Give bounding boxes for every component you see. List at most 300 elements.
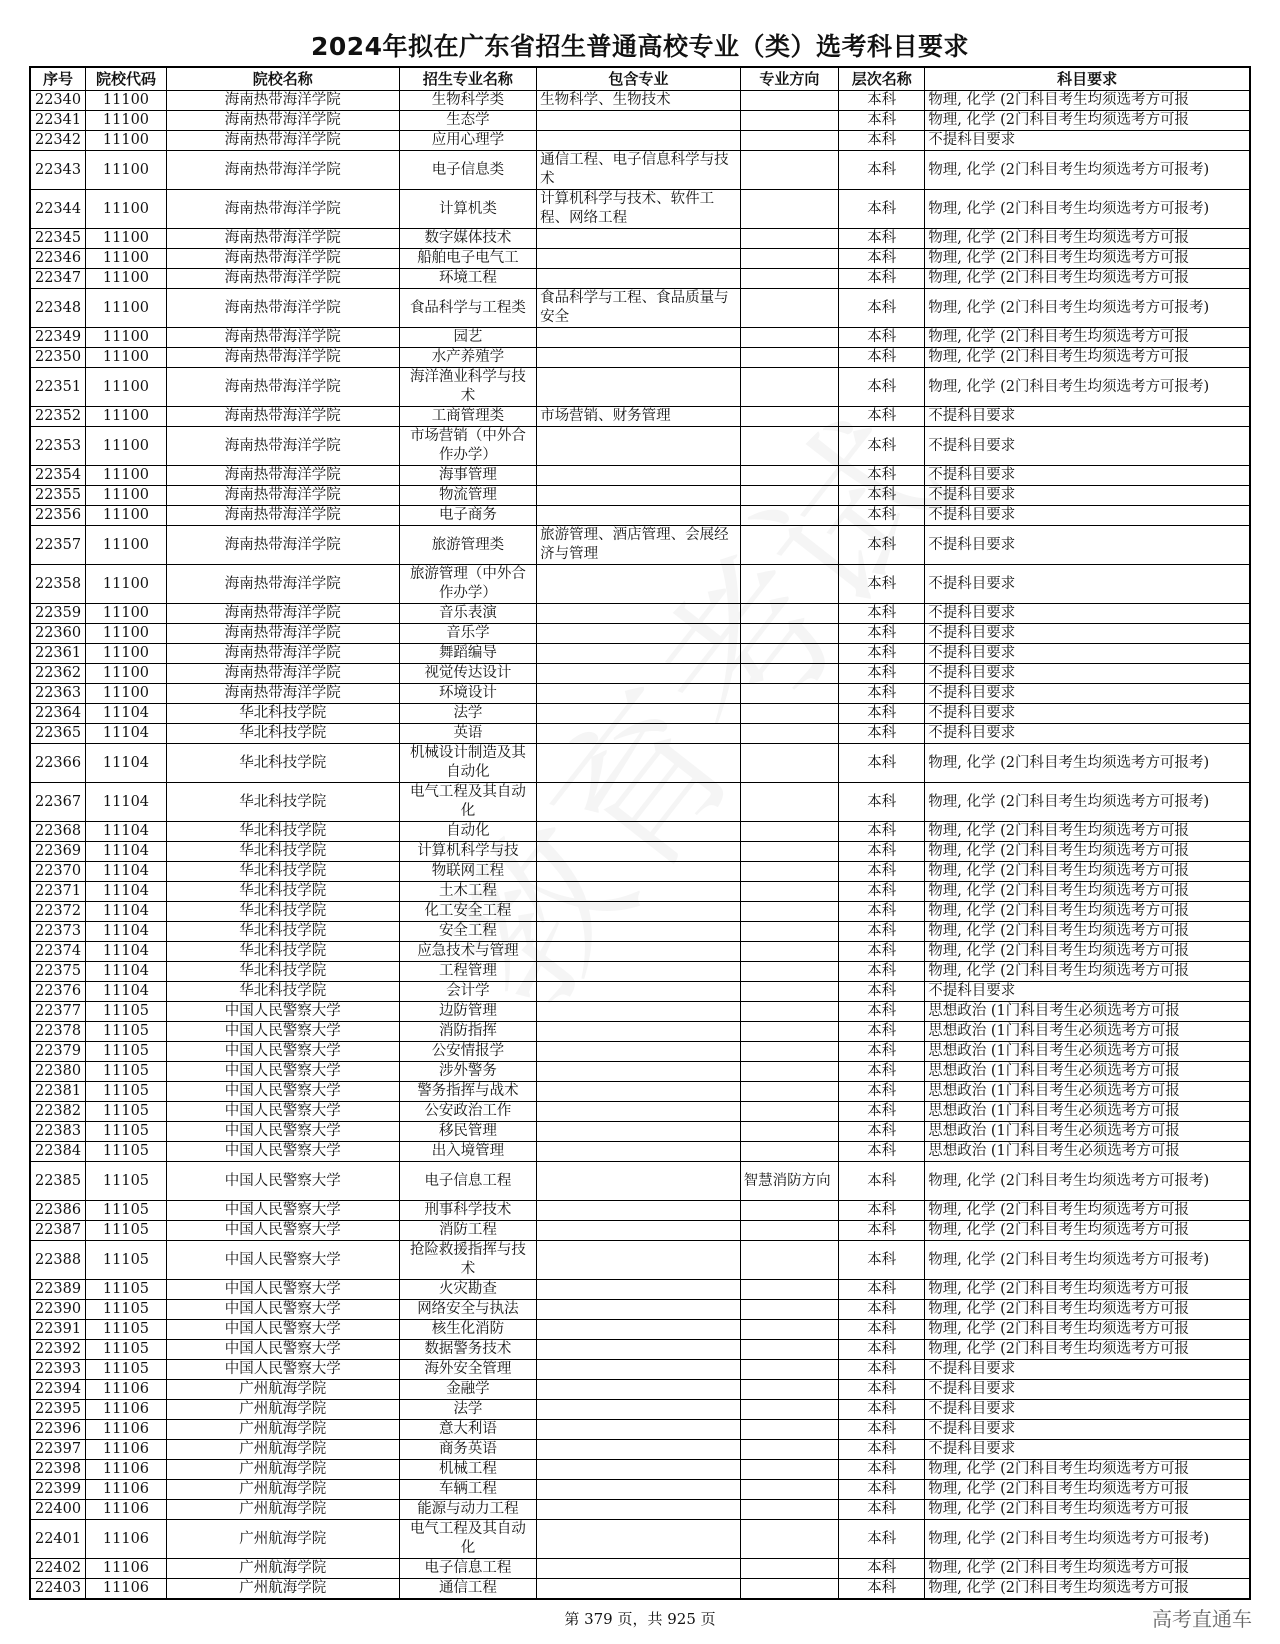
seq-cell: 22346 bbox=[30, 249, 86, 269]
major-name-cell: 舞蹈编导 bbox=[399, 644, 536, 664]
school-code-cell: 11105 bbox=[86, 1002, 167, 1022]
major-name-cell: 机械工程 bbox=[399, 1460, 536, 1480]
school-name-cell: 海南热带海洋学院 bbox=[166, 644, 399, 664]
table-row bbox=[30, 565, 1250, 604]
subject-req-cell: 物理, 化学 (2门科目考生均须选考方可报 bbox=[925, 1579, 1250, 1600]
seq-cell: 22355 bbox=[30, 486, 86, 506]
major-name-cell: 海外安全管理 bbox=[399, 1360, 536, 1380]
seq-cell: 22350 bbox=[30, 348, 86, 368]
subject-req-cell: 物理, 化学 (2门科目考生均须选考方可报 bbox=[925, 822, 1250, 842]
included-majors-cell bbox=[537, 604, 741, 624]
seq-cell: 22390 bbox=[30, 1300, 86, 1320]
school-name-cell: 华北科技学院 bbox=[166, 922, 399, 942]
subject-req-cell: 不提科目要求 bbox=[925, 664, 1250, 684]
school-code-cell: 11106 bbox=[86, 1420, 167, 1440]
level-cell: 本科 bbox=[839, 624, 925, 644]
major-name-cell: 抢险救援指挥与技术 bbox=[399, 1241, 536, 1280]
included-majors-cell bbox=[537, 1440, 741, 1460]
school-name-cell: 海南热带海洋学院 bbox=[166, 506, 399, 526]
subject-req-cell: 不提科目要求 bbox=[925, 526, 1250, 565]
seq-cell: 22375 bbox=[30, 962, 86, 982]
subject-req-cell: 物理, 化学 (2门科目考生均须选考方可报考) bbox=[925, 289, 1250, 328]
direction-cell bbox=[740, 1420, 839, 1440]
major-name-cell: 环境工程 bbox=[399, 269, 536, 289]
level-cell: 本科 bbox=[839, 506, 925, 526]
direction-cell bbox=[740, 882, 839, 902]
major-name-cell: 刑事科学技术 bbox=[399, 1201, 536, 1221]
school-name-cell: 中国人民警察大学 bbox=[166, 1142, 399, 1162]
direction-cell bbox=[740, 604, 839, 624]
school-code-cell: 11105 bbox=[86, 1042, 167, 1062]
included-majors-cell bbox=[537, 1579, 741, 1600]
level-cell: 本科 bbox=[839, 1520, 925, 1559]
level-cell: 本科 bbox=[839, 1280, 925, 1300]
school-code-cell: 11100 bbox=[86, 111, 167, 131]
school-name-cell: 华北科技学院 bbox=[166, 822, 399, 842]
included-majors-cell bbox=[537, 1380, 741, 1400]
school-name-cell: 中国人民警察大学 bbox=[166, 1221, 399, 1241]
subject-req-cell: 物理, 化学 (2门科目考生均须选考方可报 bbox=[925, 882, 1250, 902]
school-name-cell: 海南热带海洋学院 bbox=[166, 190, 399, 229]
table-row bbox=[30, 1022, 1250, 1042]
seq-cell: 22377 bbox=[30, 1002, 86, 1022]
direction-cell bbox=[740, 1122, 839, 1142]
subject-req-cell: 不提科目要求 bbox=[925, 624, 1250, 644]
direction-cell bbox=[740, 1500, 839, 1520]
direction-cell bbox=[740, 1480, 839, 1500]
direction-cell bbox=[740, 982, 839, 1002]
included-majors-cell bbox=[537, 704, 741, 724]
direction-cell bbox=[740, 862, 839, 882]
table-row bbox=[30, 1300, 1250, 1320]
school-name-cell: 华北科技学院 bbox=[166, 862, 399, 882]
school-name-cell: 海南热带海洋学院 bbox=[166, 486, 399, 506]
level-cell: 本科 bbox=[839, 1559, 925, 1579]
direction-cell bbox=[740, 131, 839, 151]
table-row bbox=[30, 289, 1250, 328]
school-code-cell: 11100 bbox=[86, 565, 167, 604]
direction-cell bbox=[740, 644, 839, 664]
table-row bbox=[30, 684, 1250, 704]
table-row bbox=[30, 1340, 1250, 1360]
direction-cell bbox=[740, 328, 839, 348]
major-name-cell: 意大利语 bbox=[399, 1420, 536, 1440]
school-code-cell: 11105 bbox=[86, 1122, 167, 1142]
level-cell: 本科 bbox=[839, 1162, 925, 1201]
table-row bbox=[30, 348, 1250, 368]
included-majors-cell bbox=[537, 249, 741, 269]
table-row bbox=[30, 902, 1250, 922]
major-name-cell: 工商管理类 bbox=[399, 407, 536, 427]
subject-req-cell: 不提科目要求 bbox=[925, 506, 1250, 526]
major-name-cell: 能源与动力工程 bbox=[399, 1500, 536, 1520]
school-name-cell: 海南热带海洋学院 bbox=[166, 565, 399, 604]
seq-cell: 22380 bbox=[30, 1062, 86, 1082]
direction-cell bbox=[740, 744, 839, 783]
direction-cell bbox=[740, 1400, 839, 1420]
included-majors-cell bbox=[537, 466, 741, 486]
seq-cell: 22376 bbox=[30, 982, 86, 1002]
school-code-cell: 11104 bbox=[86, 783, 167, 822]
level-cell: 本科 bbox=[839, 862, 925, 882]
direction-cell bbox=[740, 704, 839, 724]
level-cell: 本科 bbox=[839, 1082, 925, 1102]
level-cell: 本科 bbox=[839, 783, 925, 822]
seq-cell: 22352 bbox=[30, 407, 86, 427]
direction-cell bbox=[740, 842, 839, 862]
level-cell: 本科 bbox=[839, 644, 925, 664]
included-majors-cell bbox=[537, 1360, 741, 1380]
school-code-cell: 11106 bbox=[86, 1500, 167, 1520]
major-name-cell: 会计学 bbox=[399, 982, 536, 1002]
table-row bbox=[30, 269, 1250, 289]
included-majors-cell: 食品科学与工程、食品质量与安全 bbox=[537, 289, 741, 328]
subject-req-cell: 思想政治 (1门科目考生必须选考方可报 bbox=[925, 1042, 1250, 1062]
header-school-name: 院校名称 bbox=[166, 67, 399, 91]
school-code-cell: 11100 bbox=[86, 427, 167, 466]
direction-cell bbox=[740, 1520, 839, 1559]
direction-cell bbox=[740, 624, 839, 644]
header-level: 层次名称 bbox=[839, 67, 925, 91]
subject-req-cell: 物理, 化学 (2门科目考生均须选考方可报 bbox=[925, 842, 1250, 862]
subject-req-cell: 物理, 化学 (2门科目考生均须选考方可报 bbox=[925, 902, 1250, 922]
subject-req-cell: 物理, 化学 (2门科目考生均须选考方可报考) bbox=[925, 1520, 1250, 1559]
major-name-cell: 金融学 bbox=[399, 1380, 536, 1400]
major-name-cell: 园艺 bbox=[399, 328, 536, 348]
table-row bbox=[30, 111, 1250, 131]
subject-req-cell: 不提科目要求 bbox=[925, 407, 1250, 427]
major-name-cell: 移民管理 bbox=[399, 1122, 536, 1142]
level-cell: 本科 bbox=[839, 1320, 925, 1340]
seq-cell: 22398 bbox=[30, 1460, 86, 1480]
included-majors-cell bbox=[537, 862, 741, 882]
direction-cell bbox=[740, 1380, 839, 1400]
table-row bbox=[30, 783, 1250, 822]
subject-req-cell: 物理, 化学 (2门科目考生均须选考方可报 bbox=[925, 249, 1250, 269]
level-cell: 本科 bbox=[839, 1500, 925, 1520]
school-name-cell: 海南热带海洋学院 bbox=[166, 664, 399, 684]
major-name-cell: 工程管理 bbox=[399, 962, 536, 982]
table-row bbox=[30, 882, 1250, 902]
direction-cell bbox=[740, 724, 839, 744]
major-name-cell: 通信工程 bbox=[399, 1579, 536, 1600]
level-cell: 本科 bbox=[839, 1142, 925, 1162]
table-row bbox=[30, 962, 1250, 982]
subject-req-cell: 思想政治 (1门科目考生必须选考方可报 bbox=[925, 1142, 1250, 1162]
school-name-cell: 中国人民警察大学 bbox=[166, 1002, 399, 1022]
direction-cell bbox=[740, 249, 839, 269]
major-name-cell: 边防管理 bbox=[399, 1002, 536, 1022]
direction-cell bbox=[740, 783, 839, 822]
subject-req-cell: 物理, 化学 (2门科目考生均须选考方可报 bbox=[925, 1320, 1250, 1340]
seq-cell: 22385 bbox=[30, 1162, 86, 1201]
seq-cell: 22383 bbox=[30, 1122, 86, 1142]
direction-cell bbox=[740, 368, 839, 407]
subject-req-cell: 物理, 化学 (2门科目考生均须选考方可报考) bbox=[925, 744, 1250, 783]
seq-cell: 22373 bbox=[30, 922, 86, 942]
table-row bbox=[30, 922, 1250, 942]
subject-req-cell: 物理, 化学 (2门科目考生均须选考方可报 bbox=[925, 328, 1250, 348]
included-majors-cell bbox=[537, 724, 741, 744]
subject-req-cell: 不提科目要求 bbox=[925, 982, 1250, 1002]
direction-cell bbox=[740, 1002, 839, 1022]
school-code-cell: 11105 bbox=[86, 1300, 167, 1320]
seq-cell: 22359 bbox=[30, 604, 86, 624]
direction-cell bbox=[740, 1241, 839, 1280]
seq-cell: 22396 bbox=[30, 1420, 86, 1440]
school-code-cell: 11105 bbox=[86, 1162, 167, 1201]
level-cell: 本科 bbox=[839, 1300, 925, 1320]
included-majors-cell bbox=[537, 1559, 741, 1579]
subject-req-cell: 不提科目要求 bbox=[925, 704, 1250, 724]
subject-req-cell: 物理, 化学 (2门科目考生均须选考方可报 bbox=[925, 1500, 1250, 1520]
school-name-cell: 广州航海学院 bbox=[166, 1460, 399, 1480]
school-code-cell: 11100 bbox=[86, 684, 167, 704]
subject-req-cell: 物理, 化学 (2门科目考生均须选考方可报考) bbox=[925, 783, 1250, 822]
seq-cell: 22403 bbox=[30, 1579, 86, 1600]
level-cell: 本科 bbox=[839, 704, 925, 724]
subject-req-cell: 物理, 化学 (2门科目考生均须选考方可报 bbox=[925, 1340, 1250, 1360]
level-cell: 本科 bbox=[839, 1440, 925, 1460]
seq-cell: 22345 bbox=[30, 229, 86, 249]
subject-req-cell: 物理, 化学 (2门科目考生均须选考方可报 bbox=[925, 1559, 1250, 1579]
seq-cell: 22393 bbox=[30, 1360, 86, 1380]
school-code-cell: 11100 bbox=[86, 368, 167, 407]
subject-req-cell: 不提科目要求 bbox=[925, 427, 1250, 466]
major-name-cell: 英语 bbox=[399, 724, 536, 744]
major-name-cell: 涉外警务 bbox=[399, 1062, 536, 1082]
direction-cell bbox=[740, 91, 839, 111]
seq-cell: 22360 bbox=[30, 624, 86, 644]
school-code-cell: 11104 bbox=[86, 982, 167, 1002]
level-cell: 本科 bbox=[839, 91, 925, 111]
school-name-cell: 华北科技学院 bbox=[166, 704, 399, 724]
school-code-cell: 11106 bbox=[86, 1460, 167, 1480]
school-name-cell: 中国人民警察大学 bbox=[166, 1340, 399, 1360]
school-name-cell: 华北科技学院 bbox=[166, 842, 399, 862]
subject-req-cell: 物理, 化学 (2门科目考生均须选考方可报 bbox=[925, 1480, 1250, 1500]
direction-cell bbox=[740, 902, 839, 922]
direction-cell bbox=[740, 427, 839, 466]
seq-cell: 22379 bbox=[30, 1042, 86, 1062]
school-code-cell: 11100 bbox=[86, 131, 167, 151]
direction-cell bbox=[740, 565, 839, 604]
level-cell: 本科 bbox=[839, 1122, 925, 1142]
subject-req-cell: 物理, 化学 (2门科目考生均须选考方可报考) bbox=[925, 1162, 1250, 1201]
major-name-cell: 市场营销（中外合作办学） bbox=[399, 427, 536, 466]
page-title: 2024年拟在广东省招生普通高校专业（类）选考科目要求 bbox=[310, 32, 970, 61]
school-code-cell: 11104 bbox=[86, 744, 167, 783]
table-row bbox=[30, 1360, 1250, 1380]
included-majors-cell bbox=[537, 368, 741, 407]
school-name-cell: 海南热带海洋学院 bbox=[166, 604, 399, 624]
direction-cell bbox=[740, 1360, 839, 1380]
table-row bbox=[30, 982, 1250, 1002]
direction-cell bbox=[740, 1082, 839, 1102]
table-row bbox=[30, 91, 1250, 111]
school-name-cell: 中国人民警察大学 bbox=[166, 1162, 399, 1201]
table-row bbox=[30, 526, 1250, 565]
level-cell: 本科 bbox=[839, 1380, 925, 1400]
included-majors-cell bbox=[537, 624, 741, 644]
included-majors-cell bbox=[537, 1082, 741, 1102]
direction-cell bbox=[740, 922, 839, 942]
included-majors-cell bbox=[537, 902, 741, 922]
table-header-row bbox=[30, 67, 1250, 91]
direction-cell: 智慧消防方向 bbox=[740, 1162, 839, 1201]
seq-cell: 22395 bbox=[30, 1400, 86, 1420]
school-name-cell: 中国人民警察大学 bbox=[166, 1360, 399, 1380]
major-name-cell: 海洋渔业科学与技术 bbox=[399, 368, 536, 407]
school-code-cell: 11104 bbox=[86, 922, 167, 942]
table-row bbox=[30, 1520, 1250, 1559]
seq-cell: 22366 bbox=[30, 744, 86, 783]
major-name-cell: 化工安全工程 bbox=[399, 902, 536, 922]
level-cell: 本科 bbox=[839, 724, 925, 744]
direction-cell bbox=[740, 486, 839, 506]
level-cell: 本科 bbox=[839, 249, 925, 269]
included-majors-cell bbox=[537, 229, 741, 249]
seq-cell: 22367 bbox=[30, 783, 86, 822]
subject-req-cell: 不提科目要求 bbox=[925, 724, 1250, 744]
included-majors-cell bbox=[537, 111, 741, 131]
included-majors-cell bbox=[537, 269, 741, 289]
school-code-cell: 11100 bbox=[86, 664, 167, 684]
included-majors-cell bbox=[537, 565, 741, 604]
included-majors-cell bbox=[537, 1042, 741, 1062]
school-name-cell: 海南热带海洋学院 bbox=[166, 229, 399, 249]
table-row bbox=[30, 1142, 1250, 1162]
level-cell: 本科 bbox=[839, 1340, 925, 1360]
school-code-cell: 11106 bbox=[86, 1480, 167, 1500]
table-row bbox=[30, 1280, 1250, 1300]
direction-cell bbox=[740, 190, 839, 229]
school-code-cell: 11104 bbox=[86, 842, 167, 862]
level-cell: 本科 bbox=[839, 664, 925, 684]
seq-cell: 22353 bbox=[30, 427, 86, 466]
subject-req-cell: 不提科目要求 bbox=[925, 684, 1250, 704]
direction-cell bbox=[740, 526, 839, 565]
included-majors-cell bbox=[537, 1340, 741, 1360]
seq-cell: 22391 bbox=[30, 1320, 86, 1340]
included-majors-cell bbox=[537, 1142, 741, 1162]
subject-req-cell: 物理, 化学 (2门科目考生均须选考方可报 bbox=[925, 111, 1250, 131]
subject-req-cell: 不提科目要求 bbox=[925, 466, 1250, 486]
included-majors-cell bbox=[537, 922, 741, 942]
table-row bbox=[30, 624, 1250, 644]
school-code-cell: 11100 bbox=[86, 486, 167, 506]
included-majors-cell bbox=[537, 783, 741, 822]
school-code-cell: 11104 bbox=[86, 862, 167, 882]
school-name-cell: 华北科技学院 bbox=[166, 783, 399, 822]
level-cell: 本科 bbox=[839, 1221, 925, 1241]
level-cell: 本科 bbox=[839, 1022, 925, 1042]
school-name-cell: 中国人民警察大学 bbox=[166, 1042, 399, 1062]
school-code-cell: 11105 bbox=[86, 1280, 167, 1300]
school-name-cell: 华北科技学院 bbox=[166, 982, 399, 1002]
school-code-cell: 11106 bbox=[86, 1440, 167, 1460]
school-name-cell: 海南热带海洋学院 bbox=[166, 348, 399, 368]
table-row bbox=[30, 229, 1250, 249]
table-row bbox=[30, 506, 1250, 526]
school-name-cell: 华北科技学院 bbox=[166, 902, 399, 922]
subject-req-cell: 物理, 化学 (2门科目考生均须选考方可报 bbox=[925, 91, 1250, 111]
seq-cell: 22365 bbox=[30, 724, 86, 744]
level-cell: 本科 bbox=[839, 486, 925, 506]
school-code-cell: 11100 bbox=[86, 644, 167, 664]
major-name-cell: 车辆工程 bbox=[399, 1480, 536, 1500]
included-majors-cell bbox=[537, 1280, 741, 1300]
major-name-cell: 应急技术与管理 bbox=[399, 942, 536, 962]
school-name-cell: 海南热带海洋学院 bbox=[166, 368, 399, 407]
school-name-cell: 海南热带海洋学院 bbox=[166, 249, 399, 269]
header-major-name: 招生专业名称 bbox=[399, 67, 536, 91]
table-row bbox=[30, 822, 1250, 842]
included-majors-cell bbox=[537, 1400, 741, 1420]
direction-cell bbox=[740, 1460, 839, 1480]
school-code-cell: 11104 bbox=[86, 902, 167, 922]
table-row bbox=[30, 1122, 1250, 1142]
table-row bbox=[30, 1082, 1250, 1102]
school-name-cell: 海南热带海洋学院 bbox=[166, 526, 399, 565]
seq-cell: 22370 bbox=[30, 862, 86, 882]
table-row bbox=[30, 190, 1250, 229]
school-code-cell: 11105 bbox=[86, 1022, 167, 1042]
school-code-cell: 11100 bbox=[86, 348, 167, 368]
level-cell: 本科 bbox=[839, 902, 925, 922]
subject-req-cell: 不提科目要求 bbox=[925, 604, 1250, 624]
table-row bbox=[30, 942, 1250, 962]
direction-cell bbox=[740, 962, 839, 982]
seq-cell: 22357 bbox=[30, 526, 86, 565]
school-code-cell: 11105 bbox=[86, 1320, 167, 1340]
direction-cell bbox=[740, 1022, 839, 1042]
table-row bbox=[30, 724, 1250, 744]
level-cell: 本科 bbox=[839, 368, 925, 407]
included-majors-cell bbox=[537, 1022, 741, 1042]
included-majors-cell bbox=[537, 1460, 741, 1480]
subject-req-cell: 物理, 化学 (2门科目考生均须选考方可报 bbox=[925, 942, 1250, 962]
table-row bbox=[30, 1042, 1250, 1062]
seq-cell: 22361 bbox=[30, 644, 86, 664]
subject-req-cell: 物理, 化学 (2门科目考生均须选考方可报 bbox=[925, 922, 1250, 942]
included-majors-cell bbox=[537, 1201, 741, 1221]
level-cell: 本科 bbox=[839, 151, 925, 190]
school-code-cell: 11105 bbox=[86, 1082, 167, 1102]
school-code-cell: 11106 bbox=[86, 1579, 167, 1600]
major-name-cell: 公安情报学 bbox=[399, 1042, 536, 1062]
subject-req-cell: 不提科目要求 bbox=[925, 486, 1250, 506]
seq-cell: 22382 bbox=[30, 1102, 86, 1122]
level-cell: 本科 bbox=[839, 922, 925, 942]
school-name-cell: 广州航海学院 bbox=[166, 1520, 399, 1559]
included-majors-cell bbox=[537, 982, 741, 1002]
level-cell: 本科 bbox=[839, 684, 925, 704]
subject-req-cell: 不提科目要求 bbox=[925, 1440, 1250, 1460]
subject-req-cell: 物理, 化学 (2门科目考生均须选考方可报 bbox=[925, 348, 1250, 368]
level-cell: 本科 bbox=[839, 882, 925, 902]
direction-cell bbox=[740, 111, 839, 131]
school-name-cell: 中国人民警察大学 bbox=[166, 1102, 399, 1122]
school-name-cell: 海南热带海洋学院 bbox=[166, 407, 399, 427]
included-majors-cell bbox=[537, 744, 741, 783]
major-name-cell: 物联网工程 bbox=[399, 862, 536, 882]
seq-cell: 22354 bbox=[30, 466, 86, 486]
seq-cell: 22374 bbox=[30, 942, 86, 962]
direction-cell bbox=[740, 684, 839, 704]
major-name-cell: 电气工程及其自动化 bbox=[399, 1520, 536, 1559]
included-majors-cell bbox=[537, 427, 741, 466]
